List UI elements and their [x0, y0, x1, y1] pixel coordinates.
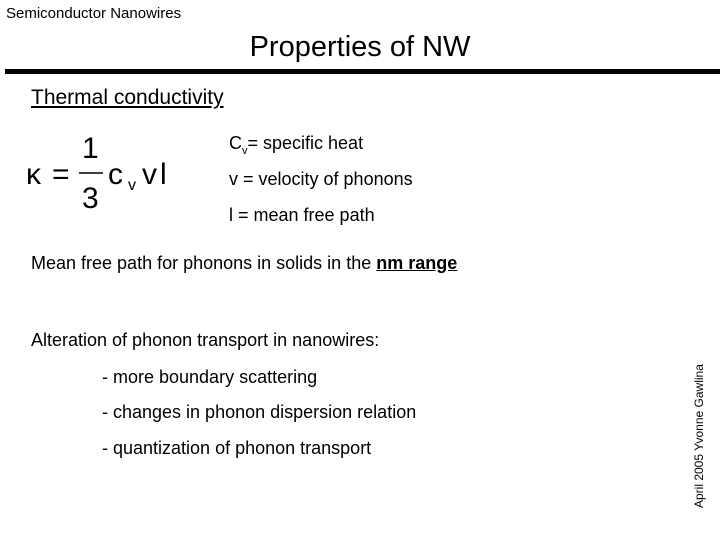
definition-mean-free-path: l = mean free path	[229, 205, 375, 225]
formula-kappa: κ	[26, 158, 41, 191]
formula-denominator: 3	[82, 182, 99, 215]
alteration-item: - more boundary scattering	[102, 367, 318, 387]
definition-velocity: v = velocity of phonons	[229, 169, 413, 189]
header-label: Semiconductor Nanowires	[6, 5, 182, 22]
formula-equals: =	[52, 158, 70, 191]
slide-title: Properties of NW	[249, 31, 471, 63]
formula-numerator: 1	[82, 132, 99, 165]
alteration-heading: Alteration of phonon transport in nanowires:	[31, 330, 380, 350]
formula-c-subscript: v	[128, 177, 136, 194]
definition-symbol: C	[229, 133, 242, 153]
definition-subscript: v	[242, 145, 248, 157]
thermal-conductivity-formula	[24, 128, 184, 218]
title-divider	[5, 69, 720, 74]
formula-l: l	[160, 158, 167, 191]
alteration-item: - changes in phonon dispersion relation	[102, 402, 417, 422]
mean-free-path-text: Mean free path for phonons in solids in the	[31, 253, 377, 273]
alteration-item: - quantization of phonon transport	[102, 438, 372, 458]
mean-free-path-statement	[31, 251, 457, 275]
definition-text: = specific heat	[247, 133, 364, 153]
formula-v: v	[142, 158, 157, 191]
mean-free-path-emphasis: nm range	[376, 253, 458, 273]
footer-date-author: April 2005 Yvonne Gawlina	[692, 364, 706, 508]
definition-specific-heat	[229, 131, 363, 158]
section-heading: Thermal conductivity	[31, 86, 224, 109]
formula-c: c	[108, 158, 123, 191]
